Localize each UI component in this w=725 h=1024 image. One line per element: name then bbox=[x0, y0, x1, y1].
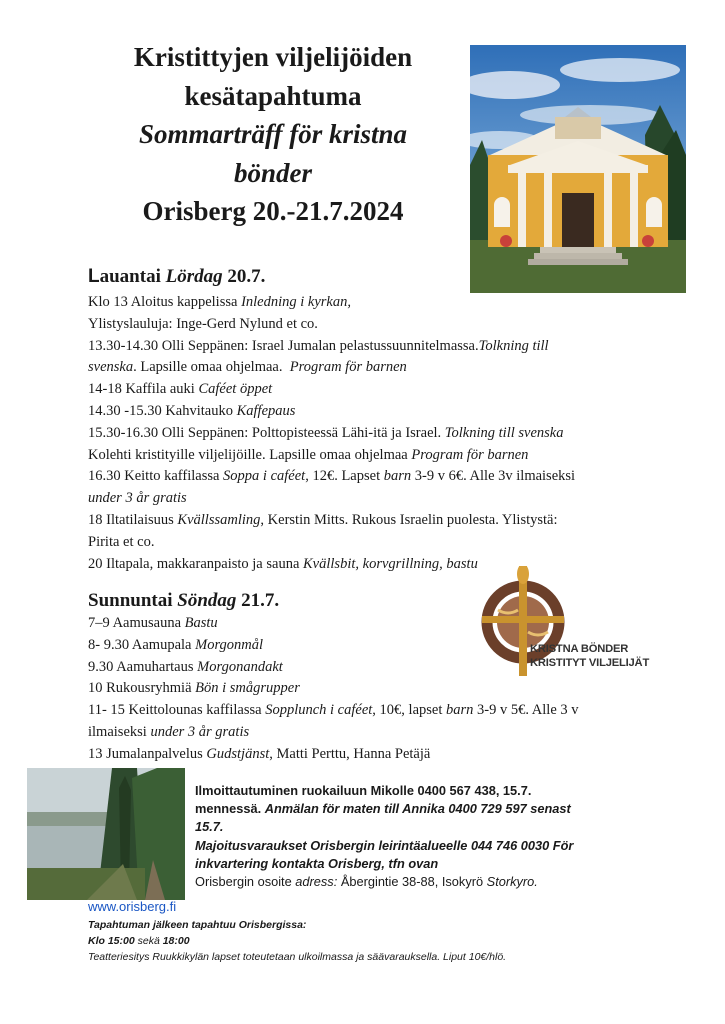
saturday-heading-date: 20.7. bbox=[227, 266, 266, 287]
title-line-fi-1: Kristittyjen viljelijöiden bbox=[133, 42, 413, 72]
schedule-line: 13.30-14.30 Olli Seppänen: Israel Jumalan pelastussuunnitelmassa.Tolkning till bbox=[88, 337, 549, 354]
sunday-heading-date: 21.7. bbox=[241, 590, 280, 611]
schedule-line: 9.30 Aamuhartaus Morgonandakt bbox=[88, 658, 283, 675]
title-place-date: Orisberg 20.-21.7.2024 bbox=[142, 196, 404, 226]
logo-text-fi: KRISTITYT VILJELIJÄT bbox=[530, 657, 650, 669]
logo-wordmark bbox=[530, 642, 649, 670]
schedule-line: Klo 13 Aloitus kappelissa Inledning i kyrkan, bbox=[88, 294, 351, 310]
orisberg-website-link[interactable]: www.orisberg.fi bbox=[88, 899, 177, 914]
info-line: 15.7. bbox=[195, 819, 224, 835]
title-line-sv-1: Sommarträff för kristna bbox=[138, 119, 408, 149]
saturday-heading-initial: L bbox=[88, 266, 100, 287]
info-line: Majoitusvaraukset Orisbergin leirintäalueelle 044 746 0030 För bbox=[195, 837, 574, 853]
schedule-line: under 3 år gratis bbox=[88, 490, 187, 507]
schedule-line: 18 Iltatilaisuus Kvällssamling, Kerstin Mitts. Rukous Israelin puolesta. Ylistystä: bbox=[88, 511, 558, 528]
info-line: inkvartering kontakta Orisberg, tfn ovan bbox=[195, 855, 439, 871]
schedule-line: Pirita et co. bbox=[88, 533, 155, 550]
saturday-heading-sv: Lördag bbox=[165, 266, 223, 287]
schedule-line: 13 Jumalanpalvelus Gudstjänst, Matti Perttu, Hanna Petäjä bbox=[88, 745, 431, 762]
address-line: Orisbergin osoite adress: Åbergintie 38-88, Isokyrö Storkyro. bbox=[195, 874, 538, 890]
title-line-fi-2: kesätapahtuma bbox=[184, 80, 362, 111]
schedule-line: 14-18 Kaffila auki Caféet öppet bbox=[88, 381, 273, 398]
footer-note bbox=[88, 917, 708, 965]
info-line: Ilmoittautuminen ruokailuun Mikolle 0400 567 438, 15.7. bbox=[195, 783, 532, 798]
sunday-heading bbox=[88, 590, 279, 612]
footer-line: Tapahtuman jälkeen tapahtuu Orisbergissa: bbox=[88, 919, 307, 931]
chapel-photo bbox=[470, 45, 686, 293]
schedule-line: 16.30 Keitto kaffilassa Soppa i caféet, 12€. Lapset barn 3-9 v 6€. Alle 3v ilmaiseksi bbox=[88, 468, 576, 485]
logo-text-sv: KRISTNA BÖNDER bbox=[530, 643, 629, 655]
schedule-line: 7–9 Aamusauna Bastu bbox=[88, 615, 218, 631]
sunday-heading-sv: Söndag bbox=[177, 590, 237, 611]
schedule-line: ilmaiseksi under 3 år gratis bbox=[88, 723, 250, 740]
schedule-line: 20 Iltapala, makkaranpaisto ja sauna Kvällsbit, korvgrillning, bastu bbox=[88, 555, 478, 572]
schedule-line: 14.30 -15.30 Kahvitauko Kaffepaus bbox=[88, 402, 296, 419]
saturday-heading bbox=[88, 266, 265, 288]
footer-line: Klo 15:00 sekä 18:00 bbox=[88, 935, 190, 947]
schedule-line: 8- 9.30 Aamupala Morgonmål bbox=[88, 636, 264, 653]
registration-info bbox=[195, 782, 635, 891]
footer-line: Teatteriesitys Ruukkikylän lapset toteutetaan ulkoilmassa ja säävarauksella. Liput 10€/hlö. bbox=[88, 951, 507, 963]
schedule-line: svenska. Lapsille omaa ohjelmaa. Program för barnen bbox=[88, 359, 407, 376]
lake-photo bbox=[27, 768, 185, 900]
saturday-schedule bbox=[88, 292, 648, 575]
title-line-sv-2: bönder bbox=[233, 157, 312, 188]
saturday-heading-rest: auantai bbox=[99, 266, 161, 287]
schedule-line: 11- 15 Keittolounas kaffilassa Sopplunch i caféet, 10€, lapset barn 3-9 v 5€. Alle 3 v bbox=[88, 702, 579, 719]
schedule-line: Ylistyslauluja: Inge-Gerd Nylund et co. bbox=[88, 315, 318, 332]
schedule-line: 10 Rukousryhmiä Bön i smågrupper bbox=[88, 680, 300, 697]
schedule-line: Kolehti kristityille viljelijöille. Lapsille omaa ohjelmaa Program för barnen bbox=[88, 446, 529, 463]
schedule-line: 15.30-16.30 Olli Seppänen: Polttopisteessä Lähi-itä ja Israel. Tolkning till svenska bbox=[88, 424, 564, 441]
info-line: mennessä. Anmälan för maten till Annika 0400 729 597 senast bbox=[195, 801, 571, 817]
sunday-heading-fi: Sunnuntai bbox=[88, 590, 173, 611]
event-title bbox=[88, 38, 458, 231]
